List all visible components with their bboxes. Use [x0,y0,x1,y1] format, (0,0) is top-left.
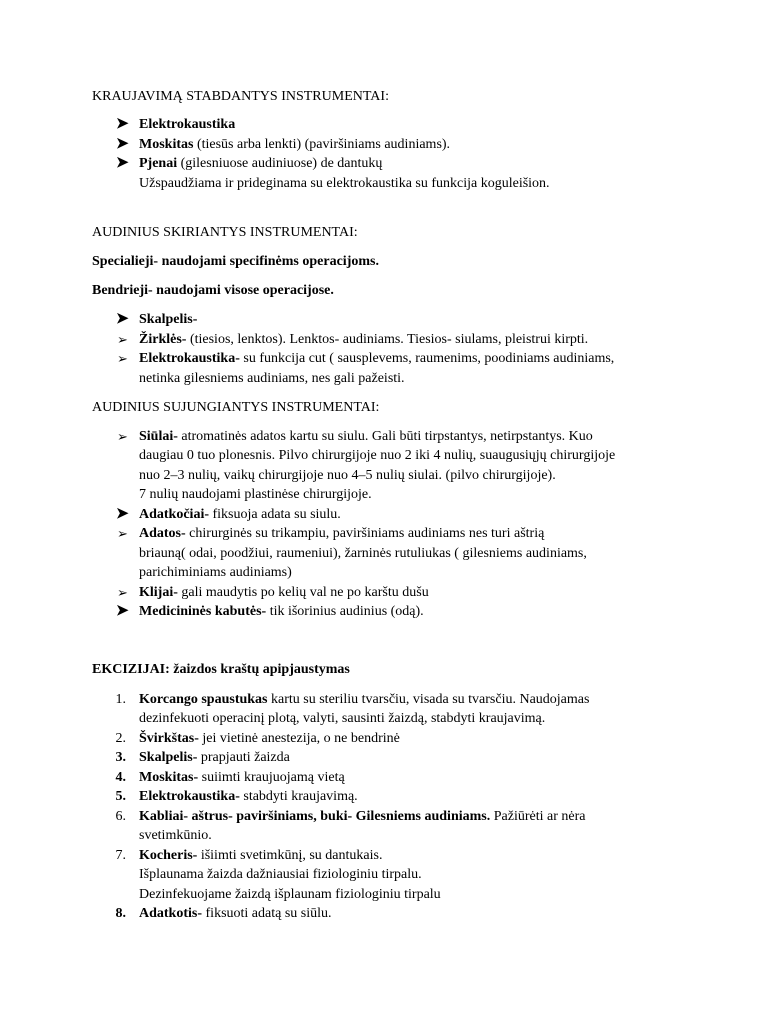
subheading-special: Specialieji- naudojami specifinėms operacijoms. [92,254,379,269]
item-term: Skalpelis- [139,312,198,327]
item-term: Elektrokaustika [139,117,236,132]
list-item-continuation: daugiau 0 tuo plonesnis. Pilvo chirurgijoje nuo 2 iki 4 nulių, suaugusiųjų chirurgijoje [139,448,616,463]
list-item: Elektrokaustika- stabdyti kraujavimą. [139,789,358,804]
list-item [139,310,197,329]
item-term: Skalpelis- [139,750,198,765]
list-item: Pjenai (gilesniuose audiniuose) de dantukų [139,156,383,171]
item-term: Siūlai- [139,429,178,444]
arrow-bullet-icon: ➤ [116,311,129,327]
list-item-continuation: svetimkūnio. [139,828,212,843]
list-item: Moskitas (tiesūs arba lenkti) (paviršiniams audiniams). [139,137,451,152]
list-item: Adatkočiai- fiksuoja adata su siulu. [139,507,341,522]
arrow-bullet-icon: ➢ [117,332,128,347]
list-item: Adatkotis- fiksuoti adatą su siūlu. [139,906,332,921]
arrow-bullet-icon: ➤ [116,136,129,152]
list-number: 7. [115,848,126,863]
list-number: 6. [115,809,126,824]
item-term: Adatos- [139,526,186,541]
list-item-continuation: Išplaunama žaizda dažniausiai fiziologiniu tirpalu. [139,867,422,882]
section-title-cutting: AUDINIUS SKIRIANTYS INSTRUMENTAI: [92,225,358,240]
list-item: Kabliai- aštrus- paviršiniams, buki- Gilesniems audiniams. Pažiūrėti ar nėra [139,809,586,824]
arrow-bullet-icon: ➤ [116,155,129,171]
list-item [139,115,235,134]
list-item: Žirklės- (tiesios, lenktos). Lenktos- audiniams. Tiesios- siulams, pleistrui kirpti. [139,332,589,347]
list-item: Švirkštas- jei vietinė anestezija, o ne bendrinė [139,731,400,746]
arrow-bullet-icon: ➢ [117,429,128,444]
item-term: Žirklės- [139,332,187,347]
section-title-joining: AUDINIUS SUJUNGIANTYS INSTRUMENTAI: [92,400,380,415]
item-term: Moskitas [139,137,194,152]
list-number: 8. [115,906,126,921]
list-item-note: Užspaudžiama ir prideginama su elektrokaustika su funkcija koguleišion. [139,176,550,191]
arrow-bullet-icon: ➤ [116,116,129,132]
item-term: Medicininės kabutės- [139,604,267,619]
list-item: Klijai- gali maudytis po kelių val ne po karštu dušu [139,585,429,600]
item-term: Adatkočiai- [139,507,209,522]
item-term: Kabliai- aštrus- paviršiniams, buki- Gilesniems audiniams. [139,809,491,824]
section-title-hemostatic: KRAUJAVIMĄ STABDANTYS INSTRUMENTAI: [92,89,389,104]
arrow-bullet-icon: ➤ [116,506,129,522]
list-item: Adatos- chirurginės su trikampiu, paviršiniams audiniams nes turi aštrią [139,526,545,541]
item-term: Korcango spaustukas [139,692,268,707]
list-item-continuation: Dezinfekuojame žaizdą išplaunam fiziologiniu tirpalu [139,887,441,902]
item-term: Klijai- [139,585,178,600]
list-item-continuation: nuo 2–3 nulių, vaikų chirurgijoje nuo 4–5 nulių siulai. (pilvo chirurgijoje). [139,468,556,483]
item-term: Moskitas- [139,770,199,785]
item-term: Elektrokaustika- [139,351,240,366]
list-item: Kocheris- išiimti svetimkūnį, su dantukais. [139,848,383,863]
arrow-bullet-icon: ➢ [117,351,128,366]
list-item: Medicininės kabutės- tik išorinius audinius (odą). [139,604,424,619]
item-term: Elektrokaustika- [139,789,240,804]
list-number: 5. [115,789,126,804]
list-item-continuation: netinka gilesniems audiniams, nes gali pažeisti. [139,371,405,386]
item-term: Adatkotis- [139,906,203,921]
arrow-bullet-icon: ➢ [117,585,128,600]
list-item-continuation: parichiminiams audiniams) [139,565,292,580]
list-item: Siūlai- atromatinės adatos kartu su siulu. Gali būti tirpstantys, netirpstantys. Kuo [139,429,593,444]
list-item-continuation: dezinfekuoti operacinį plotą, valyti, sausinti žaizdą, stabdyti kraujavimą. [139,711,546,726]
list-item: Elektrokaustika- su funkcija cut ( sausplevems, raumenims, poodiniams audiniams, [139,351,615,366]
list-item: Skalpelis- prapjauti žaizda [139,750,290,765]
item-term: Pjenai [139,156,178,171]
list-number: 2. [115,731,126,746]
subheading-general: Bendrieji- naudojami visose operacijose. [92,283,334,298]
arrow-bullet-icon: ➤ [116,603,129,619]
list-item: Korcango spaustukas kartu su steriliu tvarsčiu, visada su tvarsčiu. Naudojamas [139,692,590,707]
section-title-excision: EKCIZIJAI: žaizdos kraštų apipjaustymas [92,662,350,677]
list-item: Moskitas- suiimti kraujuojamą vietą [139,770,345,785]
list-number: 3. [115,750,126,765]
list-number: 4. [115,770,126,785]
item-term: Švirkštas- [139,731,199,746]
arrow-bullet-icon: ➢ [117,526,128,541]
list-item-continuation: 7 nulių naudojami plastinėse chirurgijoje. [139,487,372,502]
item-term: Kocheris- [139,848,198,863]
list-number: 1. [115,692,126,707]
list-item-continuation: briauną( odai, poodžiui, raumeniui), žarninės rutuliukas ( gilesniems audiniams, [139,546,587,561]
